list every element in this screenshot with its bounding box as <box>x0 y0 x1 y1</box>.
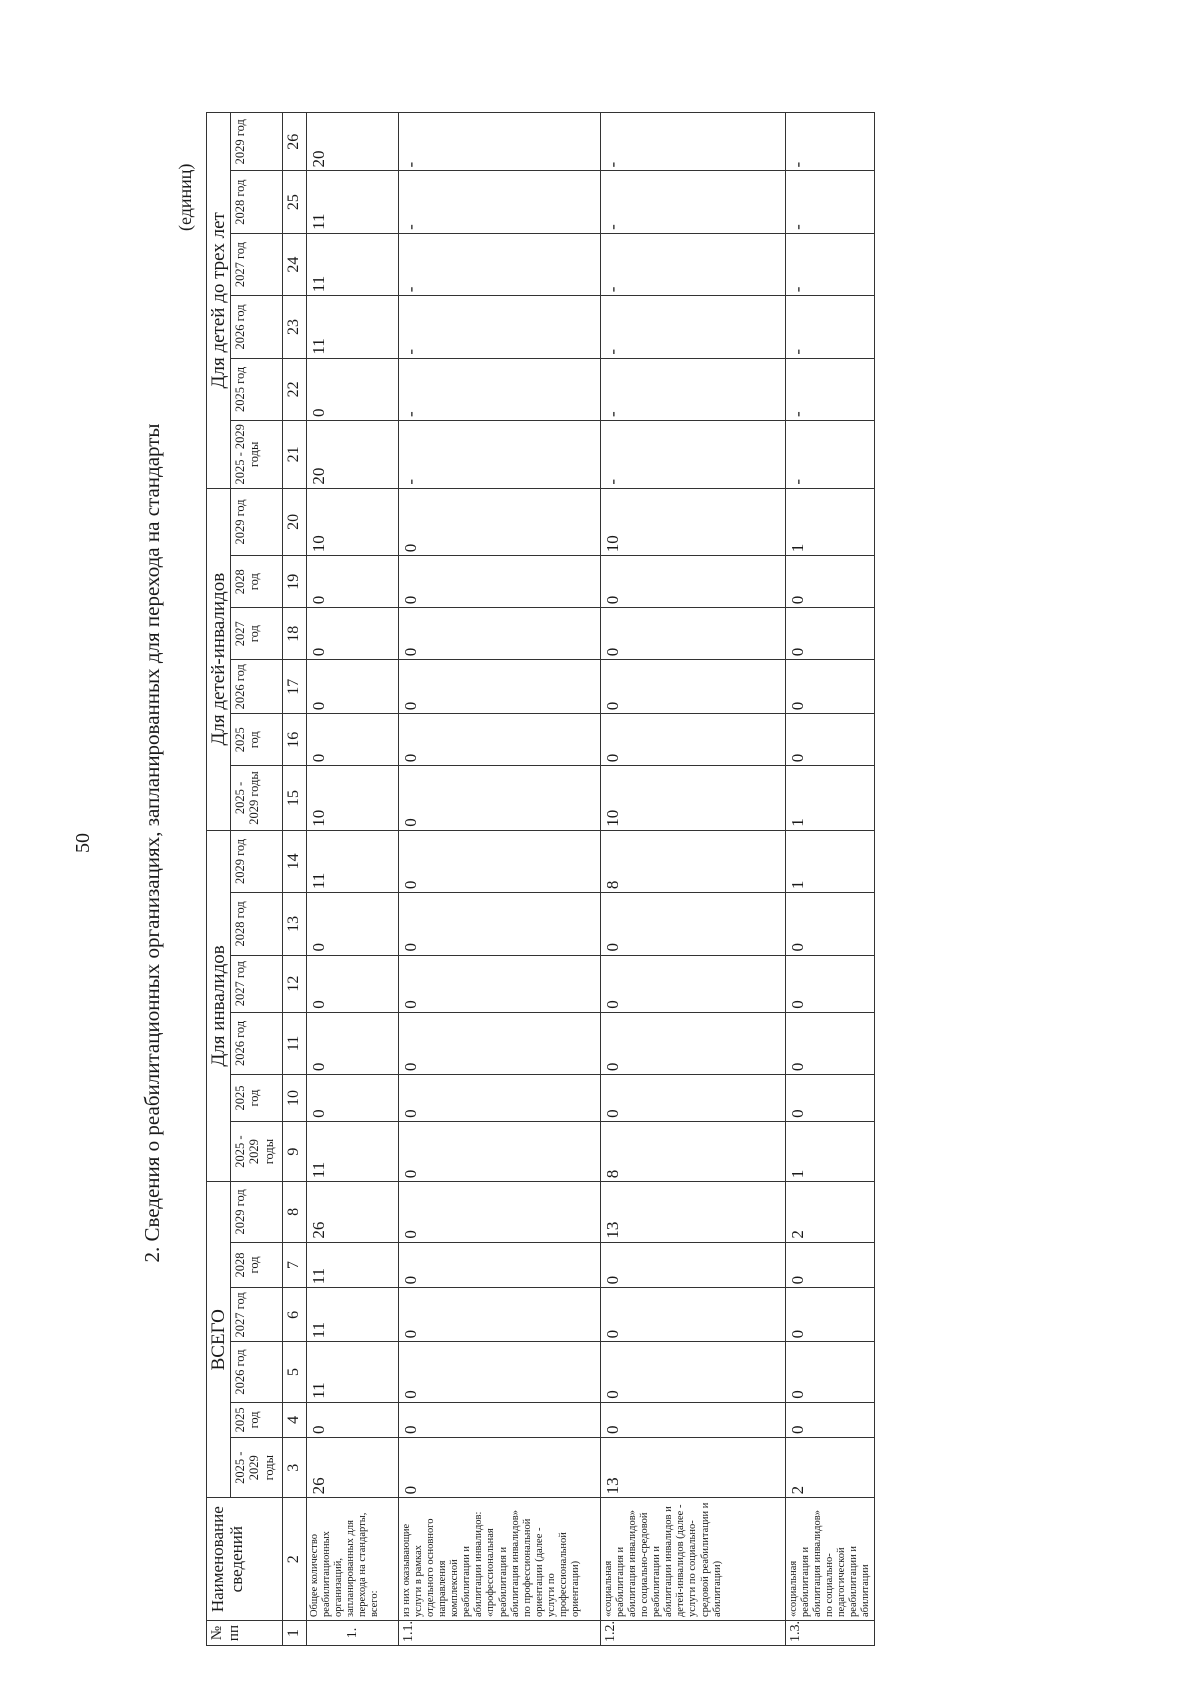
row-value: 0 <box>399 608 601 660</box>
row-value: 0 <box>307 1402 399 1437</box>
header-subcol-2-1: 2025 год <box>231 714 283 766</box>
column-number: 19 <box>283 556 307 608</box>
row-value: 0 <box>399 830 601 892</box>
row-value: 0 <box>601 1342 786 1402</box>
row-value: 1 <box>786 830 875 892</box>
column-number: 18 <box>283 608 307 660</box>
row-value: 0 <box>786 1012 875 1074</box>
row-value: 0 <box>307 714 399 766</box>
header-row-numbers <box>283 113 307 1646</box>
column-number: 4 <box>283 1402 307 1437</box>
header-subcol-1-2: 2026 год <box>231 1012 283 1074</box>
column-number: 11 <box>283 1012 307 1074</box>
row-value: 1 <box>786 1121 875 1181</box>
row-value: 0 <box>786 1288 875 1342</box>
row-value: 0 <box>399 1182 601 1242</box>
row-value: 1 <box>786 488 875 556</box>
row-value: 0 <box>601 608 786 660</box>
column-number: 2 <box>283 1498 307 1621</box>
row-value: - <box>786 421 875 489</box>
row-value: 0 <box>307 556 399 608</box>
row-value: 26 <box>307 1438 399 1498</box>
header-subcol-3-2: 2026 год <box>231 296 283 358</box>
row-value: 11 <box>307 830 399 892</box>
row-value: 11 <box>307 171 399 233</box>
row-value: 0 <box>786 1342 875 1402</box>
row-value: 0 <box>601 1075 786 1122</box>
header-subcol-1-0: 2025 - 2029 годы <box>231 1121 283 1181</box>
row-value: 10 <box>601 766 786 830</box>
header-row-years <box>231 113 283 1646</box>
row-value: 2 <box>786 1438 875 1498</box>
column-number: 15 <box>283 766 307 830</box>
row-value: 11 <box>307 233 399 295</box>
row-name: Общее количество реабилитационных организаций, запланированных для перехода на стандарты, всего: <box>307 1498 399 1621</box>
row-value: 10 <box>601 488 786 556</box>
column-number: 16 <box>283 714 307 766</box>
header-subcol-2-0: 2025 - 2029 годы <box>231 766 283 830</box>
row-value: 13 <box>601 1438 786 1498</box>
row-value: 0 <box>399 556 601 608</box>
column-number: 14 <box>283 830 307 892</box>
row-value: 0 <box>399 893 601 955</box>
page-number: 50 <box>72 833 94 853</box>
header-subcol-0-0: 2025 - 2029 годы <box>231 1438 283 1498</box>
row-value: - <box>786 296 875 358</box>
row-value: 0 <box>601 714 786 766</box>
row-value: 0 <box>399 1012 601 1074</box>
column-number: 8 <box>283 1182 307 1242</box>
header-subcol-0-3: 2027 год <box>231 1288 283 1342</box>
row-value: 0 <box>399 766 601 830</box>
header-subcol-3-0: 2025 - 2029 годы <box>231 421 283 489</box>
row-value: - <box>601 113 786 171</box>
row-value: 0 <box>399 1121 601 1181</box>
row-value: - <box>399 233 601 295</box>
header-subcol-0-4: 2028 год <box>231 1242 283 1288</box>
row-value: - <box>786 171 875 233</box>
row-value: 0 <box>786 714 875 766</box>
row-value: 0 <box>601 660 786 714</box>
row-value: 0 <box>399 1402 601 1437</box>
column-number: 22 <box>283 358 307 420</box>
column-number: 13 <box>283 893 307 955</box>
row-value: - <box>786 358 875 420</box>
row-value: 0 <box>307 955 399 1012</box>
row-value: 0 <box>399 1438 601 1498</box>
table-row <box>399 113 601 1646</box>
column-number: 26 <box>283 113 307 171</box>
column-number: 1 <box>283 1621 307 1646</box>
row-value: 8 <box>601 1121 786 1181</box>
row-value: 0 <box>786 660 875 714</box>
row-value: 0 <box>307 358 399 420</box>
row-value: - <box>399 358 601 420</box>
row-name: «социальная реабилитация и абилитация инвалидов» по социально-педагогической реабилитации и абилитации <box>786 1498 875 1621</box>
table-row <box>786 113 875 1646</box>
column-number: 10 <box>283 1075 307 1122</box>
row-value: 11 <box>307 296 399 358</box>
header-subcol-2-2: 2026 год <box>231 660 283 714</box>
column-number: 5 <box>283 1342 307 1402</box>
header-subcol-2-4: 2028 год <box>231 556 283 608</box>
column-number: 17 <box>283 660 307 714</box>
header-subcol-0-2: 2026 год <box>231 1342 283 1402</box>
row-value: 8 <box>601 830 786 892</box>
row-value: 0 <box>399 660 601 714</box>
row-value: 1 <box>786 766 875 830</box>
row-value: 0 <box>307 660 399 714</box>
header-subcol-3-5: 2029 год <box>231 113 283 171</box>
row-value: 0 <box>601 1012 786 1074</box>
row-value: - <box>786 113 875 171</box>
row-value: - <box>601 233 786 295</box>
column-number: 12 <box>283 955 307 1012</box>
header-subcol-2-3: 2027 год <box>231 608 283 660</box>
row-value: 20 <box>307 421 399 489</box>
row-number: 1.2. <box>601 1621 786 1646</box>
row-value: - <box>399 113 601 171</box>
row-number: 1.3. <box>786 1621 875 1646</box>
header-subcol-3-4: 2028 год <box>231 171 283 233</box>
row-value: - <box>399 296 601 358</box>
header-subcol-3-1: 2025 год <box>231 358 283 420</box>
row-value: - <box>399 171 601 233</box>
column-number: 21 <box>283 421 307 489</box>
header-subcol-1-5: 2029 год <box>231 830 283 892</box>
row-number: 1. <box>307 1621 399 1646</box>
row-value: 0 <box>601 955 786 1012</box>
row-value: 0 <box>601 1288 786 1342</box>
row-value: - <box>601 421 786 489</box>
header-subcol-0-1: 2025 год <box>231 1402 283 1437</box>
row-value: 0 <box>399 1342 601 1402</box>
header-col-name: Наименование сведений <box>207 1498 283 1621</box>
row-value: - <box>399 421 601 489</box>
header-subcol-2-5: 2029 год <box>231 488 283 556</box>
header-subcol-1-3: 2027 год <box>231 955 283 1012</box>
row-value: 0 <box>307 1012 399 1074</box>
row-value: 0 <box>399 955 601 1012</box>
row-value: 10 <box>307 766 399 830</box>
column-number: 9 <box>283 1121 307 1181</box>
row-value: 11 <box>307 1288 399 1342</box>
row-value: 0 <box>786 1242 875 1288</box>
header-group-disabled-children: Для детей-инвалидов <box>207 488 231 830</box>
row-value: 0 <box>786 608 875 660</box>
header-subcol-1-1: 2025 год <box>231 1075 283 1122</box>
table-row <box>601 113 786 1646</box>
row-value: 0 <box>399 488 601 556</box>
column-number: 20 <box>283 488 307 556</box>
row-value: 2 <box>786 1182 875 1242</box>
row-number: 1.1. <box>399 1621 601 1646</box>
row-value: - <box>601 358 786 420</box>
row-value: 0 <box>399 714 601 766</box>
column-number: 7 <box>283 1242 307 1288</box>
row-value: 0 <box>601 556 786 608</box>
header-row-groups <box>207 113 231 1646</box>
row-value: 0 <box>307 608 399 660</box>
row-value: 0 <box>307 1075 399 1122</box>
row-value: 0 <box>786 556 875 608</box>
row-value: 11 <box>307 1242 399 1288</box>
table-row <box>307 113 399 1646</box>
row-value: - <box>601 171 786 233</box>
row-value: 0 <box>399 1288 601 1342</box>
row-value: 0 <box>601 1242 786 1288</box>
column-number: 6 <box>283 1288 307 1342</box>
row-value: 0 <box>307 893 399 955</box>
header-col-no: № пп <box>207 1621 283 1646</box>
row-value: 0 <box>601 893 786 955</box>
header-subcol-3-3: 2027 год <box>231 233 283 295</box>
row-value: - <box>601 296 786 358</box>
row-value: 0 <box>601 1402 786 1437</box>
row-value: 13 <box>601 1182 786 1242</box>
row-value: 11 <box>307 1121 399 1181</box>
header-group-children-under-three: Для детей до трех лет <box>207 113 231 489</box>
units-label: (единиц) <box>175 163 195 231</box>
row-value: 0 <box>399 1242 601 1288</box>
header-group-disabled: Для инвалидов <box>207 830 231 1182</box>
column-number: 25 <box>283 171 307 233</box>
column-number: 24 <box>283 233 307 295</box>
row-value: 0 <box>786 1402 875 1437</box>
row-value: 11 <box>307 1342 399 1402</box>
row-value: 10 <box>307 488 399 556</box>
row-value: 20 <box>307 113 399 171</box>
row-value: 0 <box>786 955 875 1012</box>
row-name: из них оказывающие услуги в рамках отдельного основного направления комплексной реабилитации и абилитации инвалидов: «профессиональная реабилитация и абилитация инвалидов» по профессиональной ориентации (далее - услуги по профессиональной ориентации) <box>399 1498 601 1621</box>
header-subcol-1-4: 2028 год <box>231 893 283 955</box>
header-subcol-0-5: 2029 год <box>231 1182 283 1242</box>
row-name: «социальная реабилитация и абилитация инвалидов» по социально-средовой реабилитации и абилитации инвалидов и детей-инвалидов (далее - услуги по социально-средовой реабилитации и абилитации) <box>601 1498 786 1621</box>
data-table <box>206 112 875 1646</box>
row-value: 0 <box>399 1075 601 1122</box>
row-value: 26 <box>307 1182 399 1242</box>
document-title: 2. Сведения о реабилитационных организациях, запланированных для перехода на стандарты <box>140 423 164 1263</box>
row-value: 0 <box>786 1075 875 1122</box>
column-number: 3 <box>283 1438 307 1498</box>
column-number: 23 <box>283 296 307 358</box>
row-value: 0 <box>786 893 875 955</box>
row-value: - <box>786 233 875 295</box>
header-group-total: ВСЕГО <box>207 1182 231 1498</box>
